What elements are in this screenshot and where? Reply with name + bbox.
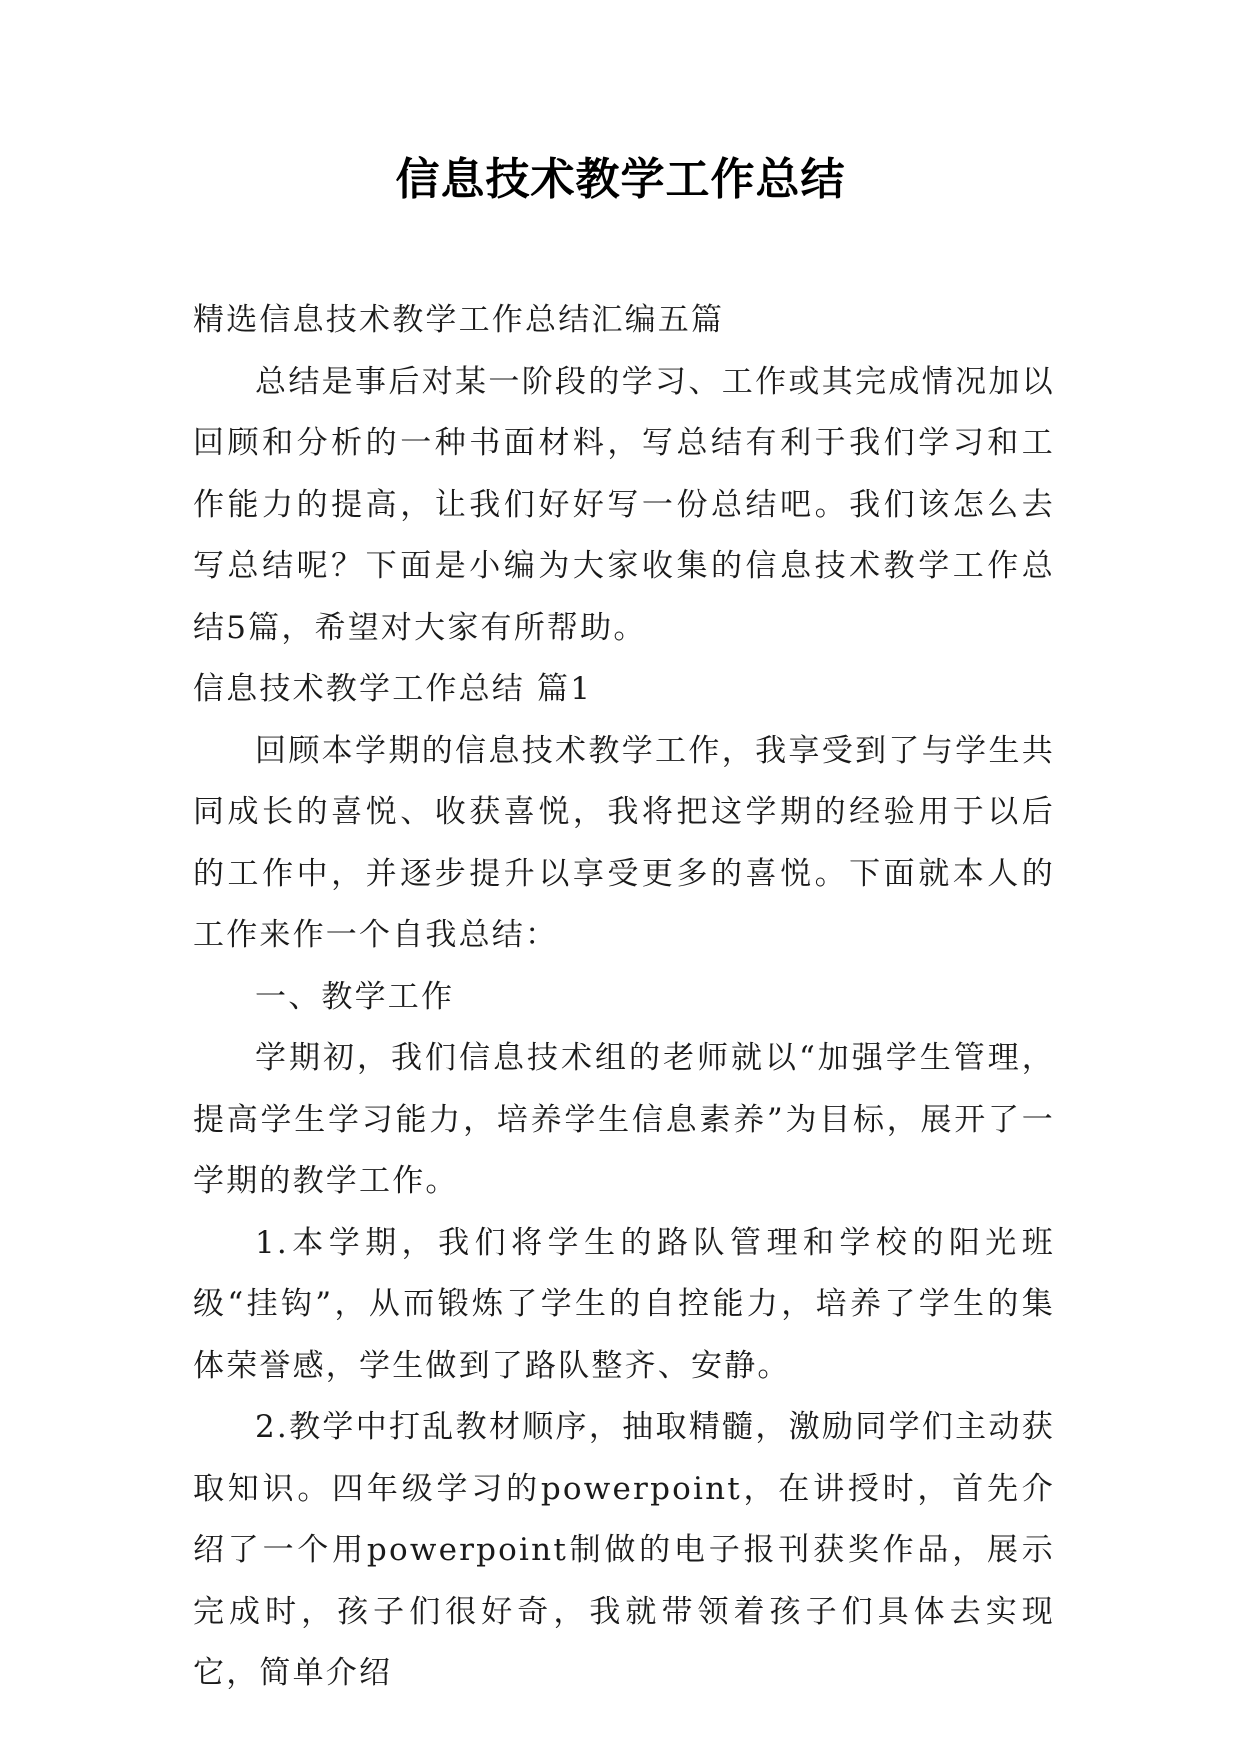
paragraph: 学期初，我们信息技术组的老师就以“加强学生管理，提高学生学习能力，培养学生信息素养”为目标，展开了一学期的教学工作。 xyxy=(193,1040,1055,1199)
paragraph: 精选信息技术教学工作总结汇编五篇 xyxy=(193,302,725,338)
paragraph: 1.本学期，我们将学生的路队管理和学校的阳光班级“挂钩”，从而锻炼了学生的自控能力，培养了学生的集体荣誉感，学生做到了路队整齐、安静。 xyxy=(193,1224,1055,1384)
paragraph: 一、教学工作 xyxy=(255,978,455,1015)
document-body xyxy=(193,290,1055,1705)
paragraph: 2.教学中打乱教材顺序，抽取精髓，激励同学们主动获取知识。四年级学习的powerpoint，在讲授时，首先介绍了一个用powerpoint制做的电子报刊获奖作品，展示完成时，孩子们很好奇，我就带领着孩子们具体去实现它，简单介绍 xyxy=(193,1409,1055,1691)
paragraph: 信息技术教学工作总结 篇1 xyxy=(193,671,593,707)
paragraph: 总结是事后对某一阶段的学习、工作或其完成情况加以回顾和分析的一种书面材料，写总结有利于我们学习和工作能力的提高，让我们好好写一份总结吧。我们该怎么去写总结呢？下面是小编为大家收集的信息技术教学工作总结5篇，希望对大家有所帮助。 xyxy=(193,363,1055,646)
paragraph: 回顾本学期的信息技术教学工作，我享受到了与学生共同成长的喜悦、收获喜悦，我将把这学期的经验用于以后的工作中，并逐步提升以享受更多的喜悦。下面就本人的工作来作一个自我总结： xyxy=(193,732,1055,953)
document-title: 信息技术教学工作总结 xyxy=(395,154,846,205)
